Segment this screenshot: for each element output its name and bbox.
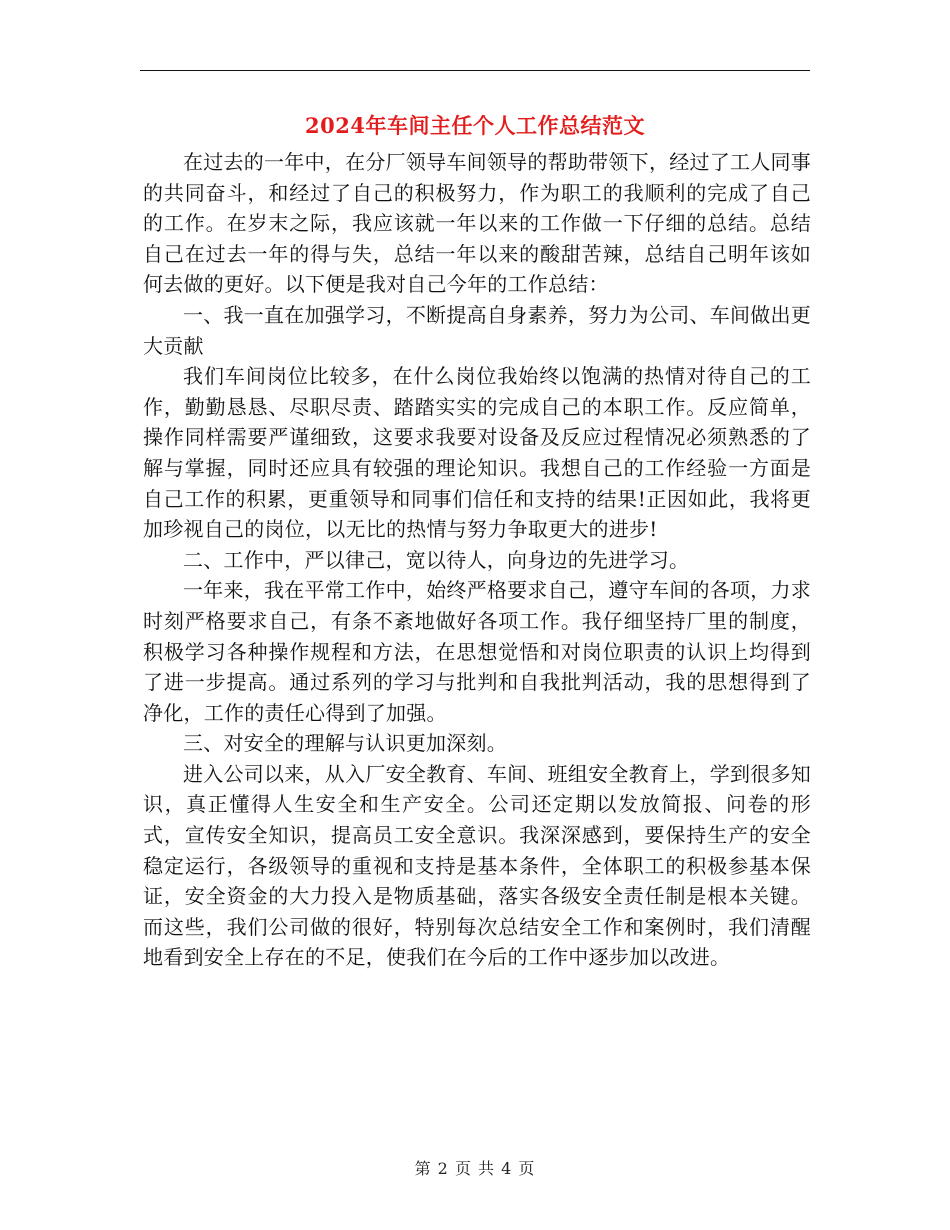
document-body — [143, 147, 811, 973]
document-title: 2024年车间主任个人工作总结范文 — [305, 113, 645, 138]
section-heading-2: 二、工作中，严以律己，宽以待人，向身边的先进学习。 — [183, 547, 690, 572]
paragraph-section-1: 我们车间岗位比较多，在什么岗位我始终以饱满的热情对待自己的工作，勤勤恳恳、尽职尽责、踏踏实实的完成自己的本职工作。反应简单，操作同样需要严谨细致，这要求我要对设备及反应过程情况必须熟悉的了解与掌握，同时还应具有较强的理论知识。我想自己的工作经验一方面是自己工作的积累，更重领导和同事们信任和支持的结果!正因如此，我将更加珍视自己的岗位，以无比的热情与努力争取更大的进步! — [143, 364, 811, 542]
paragraph-section-3: 进入公司以来，从入厂安全教育、车间、班组安全教育上，学到很多知识，真正懂得人生安全和生产安全。公司还定期以发放简报、问卷的形式，宣传安全知识，提高员工安全意识。我深深感到，要保持生产的安全稳定运行，各级领导的重视和支持是基本条件，全体职工的积极参基本保证，安全资金的大力投入是物质基础，落实各级安全责任制是根本关键。而这些，我们公司做的很好，特别每次总结安全工作和案例时，我们清醒地看到安全上存在的不足，使我们在今后的工作中逐步加以改进。 — [143, 761, 811, 970]
header-rule — [140, 70, 810, 71]
paragraph-section-2: 一年来，我在平常工作中，始终严格要求自己，遵守车间的各项，力求时刻严格要求自己，有条不紊地做好各项工作。我仔细坚持厂里的制度，积极学习各种操作规程和方法，在思想觉悟和对岗位职责的认识上均得到了进一步提高。通过系列的学习与批判和自我批判活动，我的思想得到了净化，工作的责任心得到了加强。 — [143, 578, 811, 725]
section-heading-3: 三、对安全的理解与认识更加深刻。 — [183, 731, 507, 756]
paragraph-intro: 在过去的一年中，在分厂领导车间领导的帮助带领下，经过了工人同事的共同奋斗，和经过了自己的积极努力，作为职工的我顺利的完成了自己的工作。在岁末之际，我应该就一年以来的工作做一下仔细的总结。总结自己在过去一年的得与失，总结一年以来的酸甜苦辣，总结自己明年该如何去做的更好。以下便是我对自己今年的工作总结： — [143, 150, 811, 297]
page-number-footer: 第 2 页 共 4 页 — [414, 1159, 536, 1178]
section-heading-1: 一、我一直在加强学习，不断提高自身素养，努力为公司、车间做出更大贡献 — [143, 302, 811, 358]
